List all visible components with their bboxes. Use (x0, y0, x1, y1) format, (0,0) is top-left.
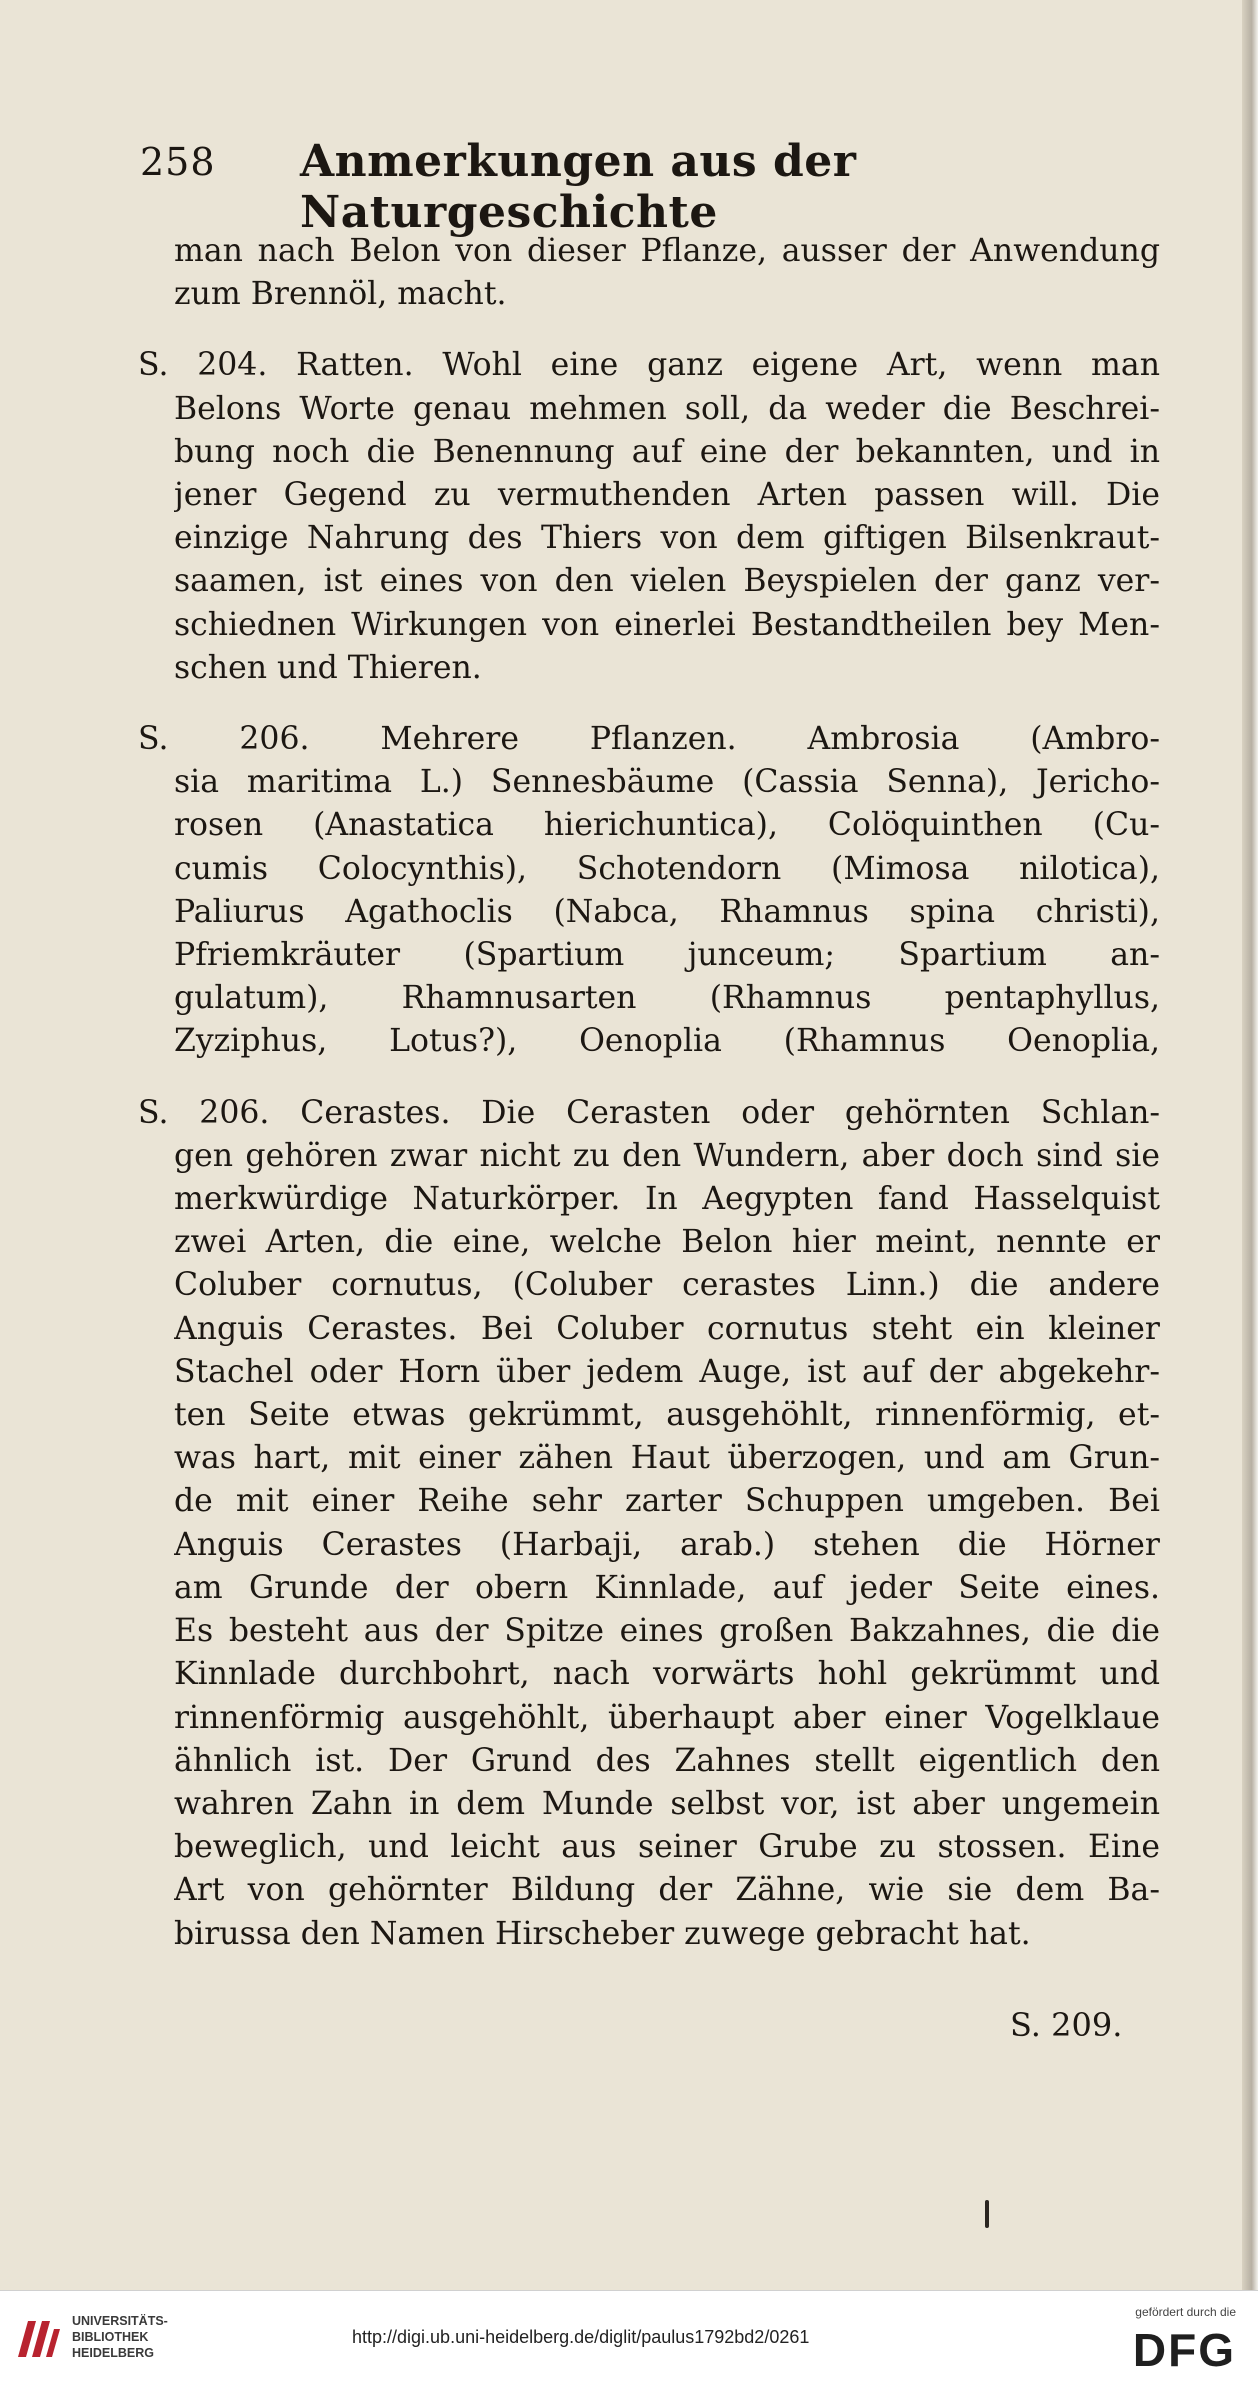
text-line: schen und Thieren. (174, 649, 482, 686)
text-line: Zyziphus, Lotus?), Oenoplia (Rhamnus Oenoplia, (174, 1023, 1160, 1060)
text-line: ten Seite etwas gekrümmt, ausgehöhlt, rinnenförmig, et- (174, 1397, 1160, 1434)
paragraph-continuation (174, 230, 1160, 316)
header-title: Anmerkungen aus der Naturgeschichte (300, 136, 857, 238)
text-line: Anguis Cerastes. Bei Coluber cornutus steht ein kleiner (174, 1310, 1160, 1347)
text-line: bung noch die Benennung auf eine der bekannten, und in (174, 433, 1160, 470)
funder-logo: DFG (1132, 2324, 1236, 2376)
text-line: zwei Arten, die eine, welche Belon hier meint, nennte er (174, 1224, 1160, 1261)
text-line: saamen, ist eines von den vielen Beyspielen der ganz ver- (174, 563, 1160, 600)
text-line: merkwürdige Naturkörper. In Aegypten fand Hasselquist (174, 1181, 1160, 1218)
text-line: Paliurus Agathoclis (Nabca, Rhamnus spina christi), (174, 893, 1160, 930)
text-line: jener Gegend zu vermuthenden Arten passen will. Die (174, 477, 1160, 514)
text-line: S. 206. Cerastes. Die Cerasten oder gehörnten Schlan- (138, 1094, 1160, 1131)
text-line: wahren Zahn in dem Munde selbst vor, ist aber ungemein (174, 1785, 1160, 1822)
page-number: 258 (140, 140, 216, 184)
catchword: S. 209. (1010, 2006, 1123, 2044)
paragraph-pflanzen (138, 718, 1160, 1064)
library-name-line: HEIDELBERG (72, 2346, 154, 2360)
page-edge (1242, 0, 1258, 2290)
text-line: ähnlich ist. Der Grund des Zahnes stellt eigentlich den (174, 1742, 1160, 1779)
text-line: Coluber cornutus, (Coluber cerastes Linn.) die andere (174, 1267, 1160, 1304)
text-line: gulatum), Rhamnusarten (Rhamnus pentaphyllus, (174, 980, 1160, 1017)
text-line: Art von gehörnter Bildung der Zähne, wie sie dem Ba- (174, 1872, 1160, 1909)
paragraph-ratten (138, 344, 1160, 690)
text-line: was hart, mit einer zähen Haut überzogen, und am Grun- (174, 1440, 1160, 1477)
text-line: Kinnlade durchbohrt, nach vorwärts hohl gekrümmt und (174, 1656, 1160, 1693)
text-line: rosen (Anastatica hierichuntica), Colöquinthen (Cu- (174, 807, 1160, 844)
text-line: cumis Colocynthis), Schotendorn (Mimosa nilotica), (174, 850, 1160, 887)
text-line: Stachel oder Horn über jedem Auge, ist auf der abgekehr- (174, 1353, 1160, 1390)
ink-mark (985, 2200, 989, 2228)
body-text (138, 230, 1160, 1956)
text-line: rinnenförmig ausgehöhlt, überhaupt aber einer Vogelklaue (174, 1699, 1160, 1736)
text-line: einzige Nahrung des Thiers von dem giftigen Bilsenkraut- (174, 520, 1160, 557)
paragraph-cerastes (138, 1092, 1160, 1956)
text-line: beweglich, und leicht aus seiner Grube zu stossen. Eine (174, 1829, 1160, 1866)
text-line: S. 206. Mehrere Pflanzen. Ambrosia (Ambro- (138, 721, 1160, 758)
viewer-footer (0, 2290, 1258, 2385)
text-line: de mit einer Reihe sehr zarter Schuppen umgeben. Bei (174, 1483, 1160, 1520)
text-line: Belons Worte genau mehmen soll, da weder die Beschrei- (174, 390, 1160, 427)
text-line: Anguis Cerastes (Harbaji, arab.) stehen die Hörner (174, 1526, 1160, 1563)
text-line: man nach Belon von dieser Pflanze, ausser der Anwendung (174, 233, 1160, 269)
library-name-line: UNIVERSITÄTS- (72, 2314, 168, 2328)
text-line: gen gehören zwar nicht zu den Wundern, aber doch sind sie (174, 1137, 1160, 1174)
text-line: birussa den Namen Hirscheber zuwege gebracht hat. (174, 1915, 1031, 1952)
library-name-line: BIBLIOTHEK (72, 2330, 149, 2344)
funder-note: gefördert durch die (1135, 2305, 1236, 2319)
running-head (140, 132, 1160, 238)
library-name (72, 2313, 222, 2361)
text-line: S. 204. Ratten. Wohl eine ganz eigene Art, wenn man (138, 347, 1160, 384)
text-line: Es besteht aus der Spitze eines großen Bakzahnes, die die (174, 1613, 1160, 1650)
text-line: am Grunde der obern Kinnlade, auf jeder Seite eines. (174, 1569, 1160, 1606)
permalink-url[interactable]: http://digi.ub.uni-heidelberg.de/diglit/paulus1792bd2/0261 (352, 2327, 810, 2347)
text-line: sia maritima L.) Sennesbäume (Cassia Senna), Jericho- (174, 764, 1160, 801)
text-line: Pfriemkräuter (Spartium junceum; Spartium an- (174, 937, 1160, 974)
text-line: schiednen Wirkungen von einerlei Bestandtheilen bey Men- (174, 606, 1160, 643)
university-library-logo-icon (14, 2313, 62, 2363)
text-line: zum Brennöl, macht. (174, 276, 507, 313)
